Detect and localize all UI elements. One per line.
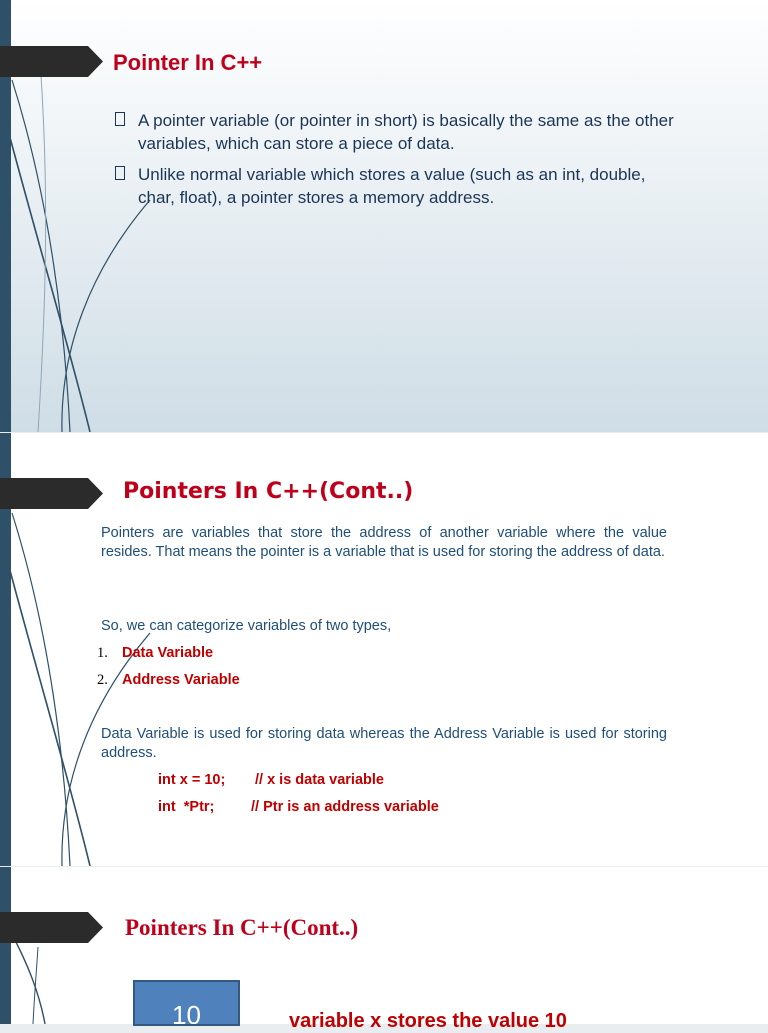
list-item (97, 672, 240, 689)
slide-1 (0, 0, 768, 432)
list-item (97, 645, 213, 662)
code-statement: int x = 10; (158, 772, 226, 788)
title-arrow-tab (0, 478, 103, 509)
title-arrow-tab (0, 912, 103, 943)
bullet-marker-icon (115, 166, 125, 180)
bullet-text: Unlike normal variable which stores a value (such as an int, double, char, float), a pointer stores a memory address. (138, 165, 646, 207)
body-paragraph: Data Variable is used for storing data whereas the Address Variable is used for storing address. (101, 726, 667, 761)
slide-title: Pointers In C++(Cont..) (125, 915, 359, 940)
slide-title: Pointer In C++ (113, 50, 263, 75)
diagram-caption: variable x stores the value 10 (289, 1010, 567, 1032)
slide-title: Pointers In C++(Cont..) (123, 479, 414, 504)
body-paragraph: So, we can categorize variables of two types, (101, 618, 392, 634)
memory-value-box: 10 (133, 980, 240, 1026)
code-comment: // x is data variable (255, 772, 384, 788)
list-label: Data Variable (122, 645, 214, 661)
body-paragraph: Pointers are variables that store the address of another variable where the value resides. That means the pointer is a variable that is used for storing the address of data. (101, 525, 667, 560)
code-comment: // Ptr is an address variable (251, 799, 439, 815)
list-label: Address Variable (122, 672, 240, 688)
list-number: 2. (97, 672, 108, 688)
list-number: 1. (97, 645, 108, 661)
bullet-text: A pointer variable (or pointer in short) is basically the same as the other variables, which can store a piece of data. (138, 111, 674, 153)
bullet-marker-icon (115, 112, 125, 126)
bullet-item (115, 163, 675, 209)
code-statement: int *Ptr; (158, 799, 215, 815)
title-arrow-tab (0, 46, 103, 77)
bullet-item (115, 109, 675, 155)
